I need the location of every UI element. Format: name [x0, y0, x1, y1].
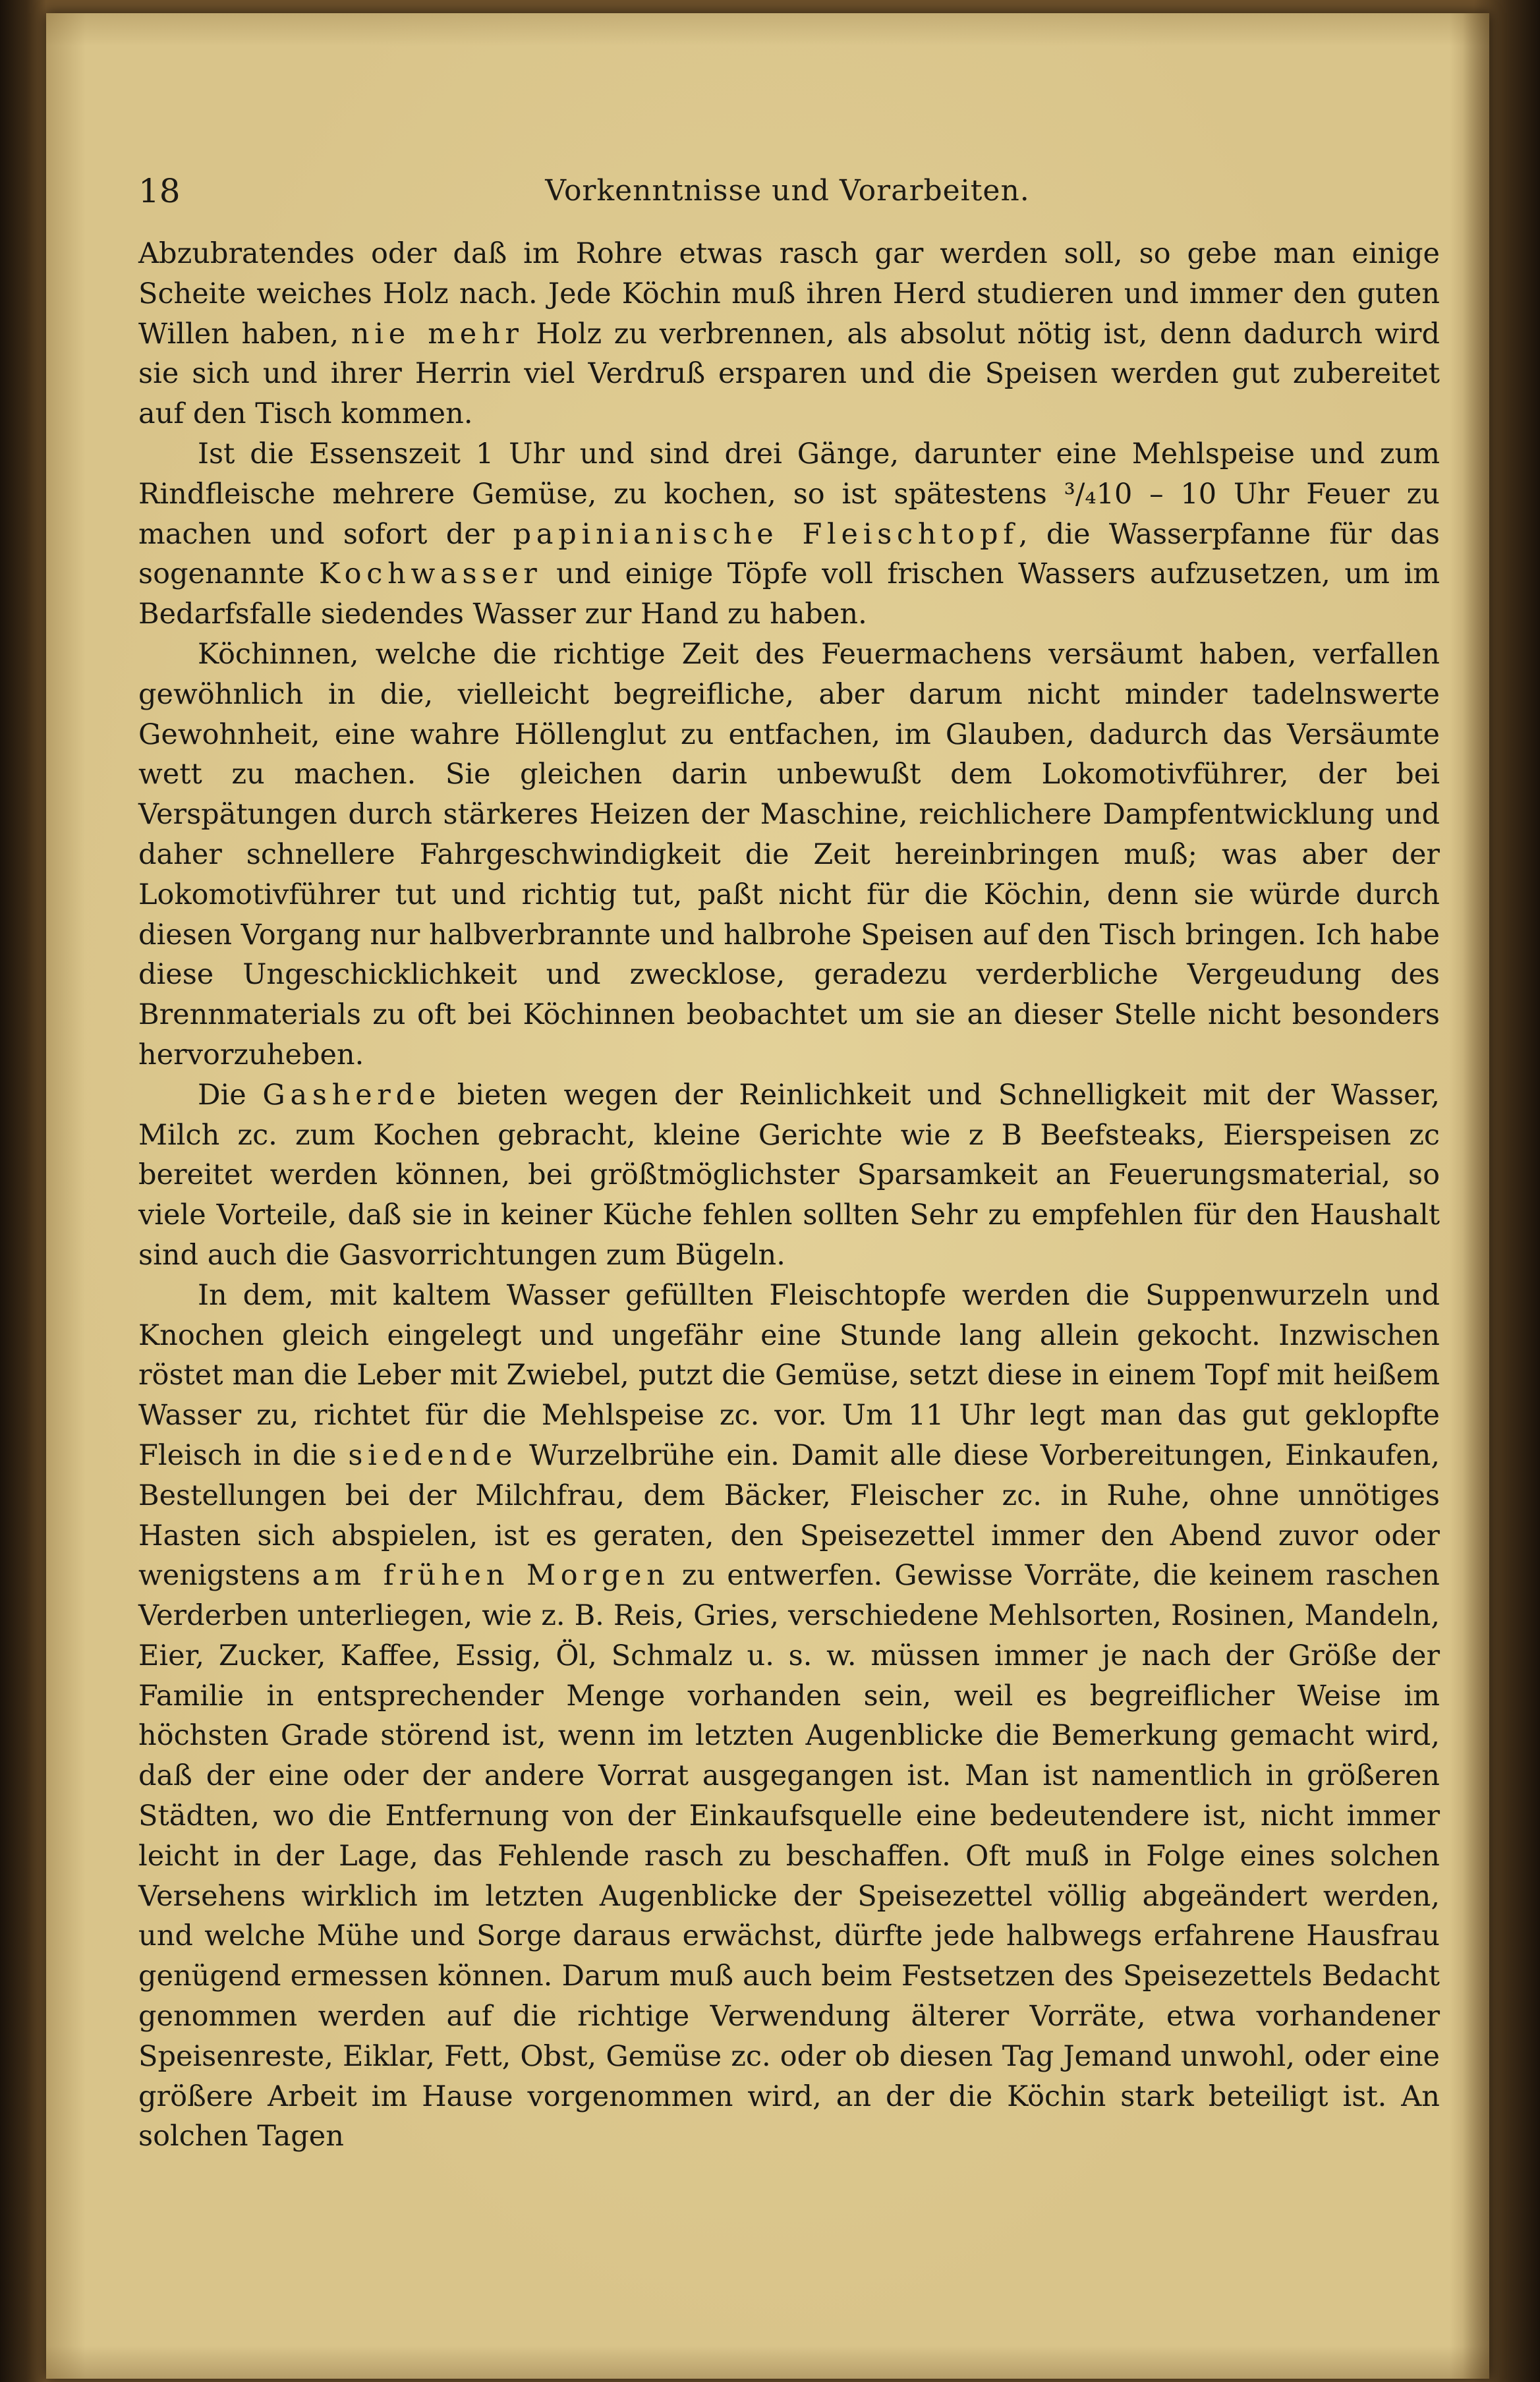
- paragraph: [138, 1075, 1440, 1276]
- page-number: 18: [138, 172, 181, 210]
- paragraph: [138, 434, 1440, 635]
- page-header: [138, 168, 1437, 214]
- page-fold-shadow: [1463, 13, 1489, 2379]
- text-run: Abzubratendes oder daß im Rohre etwas rasch gar werden soll, so gebe man einige Scheite weiches Holz nach. Jede Köchin muß ihren Herd studieren und immer den guten Willen haben,: [138, 237, 1440, 351]
- paragraph: [138, 1276, 1440, 2157]
- text-run: und einige Töpfe voll frischen Wassers aufzusetzen, um im Bedarfsfalle siedendes Wasser zur Hand zu haben.: [138, 557, 1440, 631]
- body-text: [138, 234, 1440, 2157]
- spaced-emphasis: siedende: [348, 1438, 518, 1472]
- text-run: Ist die Essenszeit 1 Uhr und sind drei Gänge, darunter eine Mehlspeise und zum Rindfleische mehrere Gemüse, zu kochen, so ist spätestens ³/₄10 – 10 Uhr Feuer zu machen und sofort der: [138, 437, 1440, 551]
- text-run: In dem, mit kaltem Wasser gefüllten Fleischtopfe werden die Suppenwurzeln und Knochen gleich eingelegt und ungefähr eine Stunde lang allein gekocht. Inzwischen röstet man die Leber mit Zwiebel, putzt die Gemüse, setzt diese in einem Topf mit heißem Wasser zu, richtet für die Mehlspeise zc. vor. Um 11 Uhr legt man das gut geklopfte Fleisch in die: [138, 1278, 1440, 1472]
- spaced-emphasis: nie mehr: [351, 317, 524, 351]
- text-run: , die Wasserpfanne für das sogenannte: [138, 517, 1440, 591]
- spaced-emphasis: am frühen Morgen: [312, 1559, 670, 1593]
- text-run: Die: [198, 1078, 263, 1112]
- text-run: Köchinnen, welche die richtige Zeit des Feuermachens versäumt haben, verfallen gewöhnlich in die, vielleicht begreifliche, aber darum nicht minder tadelnswerte Gewohnheit, eine wahre Höllenglut zu entfachen, im Glauben, dadurch das Versäumte wett zu machen. Sie gleichen darin unbewußt dem Lokomotivführer, der bei Verspätungen durch stärkeres Heizen der Maschine, reichlichere Dampfentwicklung und daher schnellere Fahrgeschwindigkeit die Zeit hereinbringen muß; was aber der Lokomotivführer tut und richtig tut, paßt nicht für die Köchin, denn sie würde durch diesen Vorgang nur halbverbrannte und halbrohe Speisen auf den Tisch bringen. Ich habe diese Ungeschicklichkeit und zwecklose, geradezu verderbliche Vergeudung des Brennmaterials zu oft bei Köchinnen beobachtet um sie an dieser Stelle nicht besonders hervorzuheben.: [138, 637, 1440, 1071]
- text-run: Holz zu verbrennen, als absolut nötig ist, denn dadurch wird sie sich und ihrer Herrin viel Verdruß ersparen und die Speisen werden gut zubereitet auf den Tisch kommen.: [138, 317, 1440, 431]
- running-title: Vorkenntnisse und Vorarbeiten.: [545, 174, 1030, 208]
- spaced-emphasis: Gasherde: [262, 1078, 442, 1112]
- text-run: Wurzelbrühe ein. Damit alle diese Vorbereitungen, Einkaufen, Bestellungen bei der Milchfrau, dem Bäcker, Fleischer zc. in Ruhe, ohne unnötiges Hasten sich abspielen, ist es geraten, den Speisezettel immer den Abend zuvor oder wenigstens: [138, 1438, 1440, 1593]
- paragraph: [138, 234, 1440, 434]
- paragraph: [138, 635, 1440, 1075]
- text-run: bieten wegen der Reinlichkeit und Schnelligkeit mit der Wasser, Milch zc. zum Kochen gebracht, kleine Gerichte wie z B Beefsteaks, Eierspeisen zc bereitet werden können, bei größtmöglichster Sparsamkeit an Feuerungsmaterial, so viele Vorteile, daß sie in keiner Küche fehlen sollten Sehr zu empfehlen für den Haushalt sind auch die Gasvorrichtungen zum Bügeln.: [138, 1078, 1440, 1272]
- spaced-emphasis: papinianische Fleischtopf: [513, 517, 1019, 551]
- spaced-emphasis: Kochwasser: [318, 557, 542, 591]
- text-run: zu entwerfen. Gewisse Vorräte, die keinem raschen Verderben unterliegen, wie z. B. Reis, Gries, verschiedene Mehlsorten, Rosinen, Mandeln, Eier, Zucker, Kaffee, Essig, Öl, Schmalz u. s. w. müssen immer je nach der Größe der Familie in entsprechender Menge vorhanden sein, weil es begreiflicher Weise im höchsten Grade störend ist, wenn im letzten Augenblicke die Bemerkung gemacht wird, daß der eine oder der andere Vorrat ausgegangen ist. Man ist namentlich in größeren Städten, wo die Entfernung von der Einkaufsquelle eine bedeutendere ist, nicht immer leicht in der Lage, das Fehlende rasch zu beschaffen. Oft muß in Folge eines solchen Versehens wirklich im letzten Augenblicke der Speisezettel völlig abgeändert werden, und welche Mühe und Sorge daraus erwächst, dürfte jede halbwegs erfahrene Hausfrau genügend ermessen können. Darum muß auch beim Festsetzen des Speisezettels Bedacht genommen werden auf die richtige Verwendung älterer Vorräte, etwa vorhandener Speisenreste, Eiklar, Fett, Obst, Gemüse zc. oder ob diesen Tag Jemand unwohl, oder eine größere Arbeit im Hause vorgenommen wird, an der die Köchin stark beteiligt ist. An solchen Tagen: [138, 1559, 1440, 2153]
